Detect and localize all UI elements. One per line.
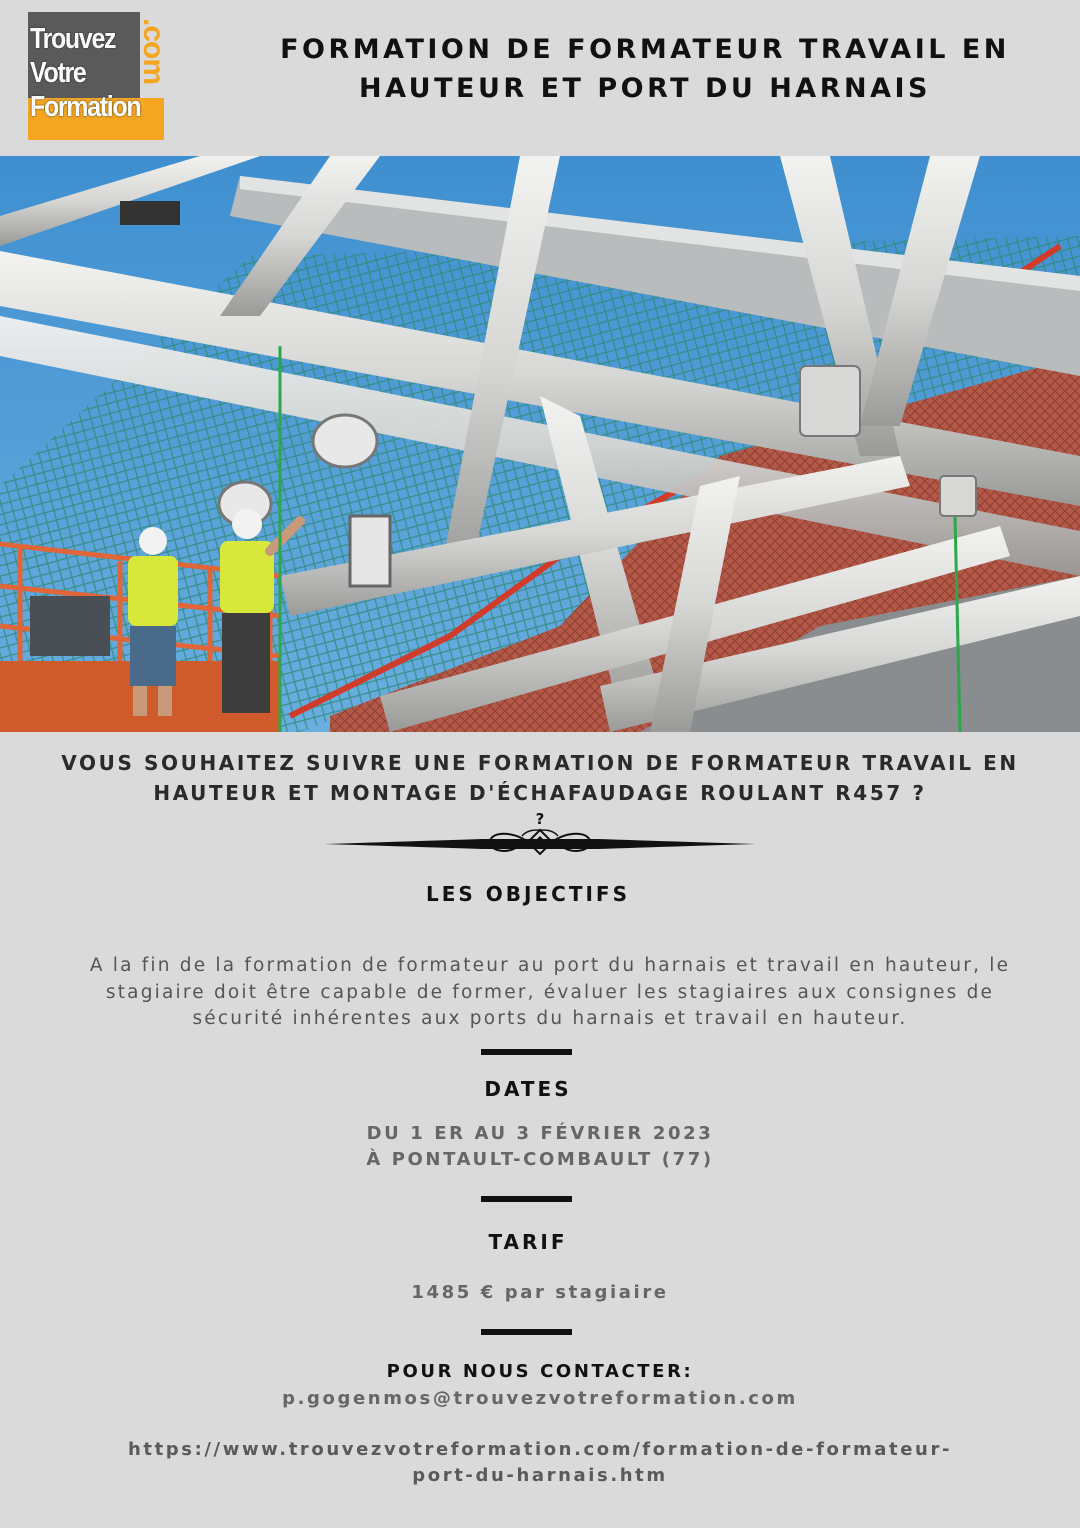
section-divider <box>481 1049 572 1055</box>
tarif-value: 1485 € par stagiaire <box>411 1282 669 1303</box>
contact-label: POUR NOUS CONTACTER: <box>386 1361 694 1382</box>
dates-location: À PONTAULT-COMBAULT (77) <box>366 1149 714 1170</box>
objectives-line-3: sécurité inhérentes aux ports du harnais et travail en hauteur. <box>192 1008 908 1029</box>
page-title-line-2: HAUTEUR ET PORT DU HARNAIS <box>359 73 931 104</box>
logo-line-1: Trouvez <box>30 23 116 55</box>
dates-range: DU 1 ER AU 3 FÉVRIER 2023 <box>366 1123 714 1144</box>
section-divider <box>481 1329 572 1335</box>
tarif-title: TARIF <box>488 1230 568 1254</box>
objectives-title: LES OBJECTIFS <box>426 882 630 906</box>
objectives-line-1: A la fin de la formation de formateur au port du harnais et travail en hauteur, le <box>89 955 1011 976</box>
logo-line-2: Votre <box>30 57 86 89</box>
logo-line-3: Formation <box>30 91 141 123</box>
objectives-text <box>40 953 1060 1033</box>
logo-suffix: .com <box>137 18 170 85</box>
question-line-2: HAUTEUR ET MONTAGE D'ÉCHAFAUDAGE ROULANT R457 ? <box>153 781 927 805</box>
trouvez-votre-formation-logo <box>28 12 168 140</box>
contact-url-line-2[interactable]: port-du-harnais.htm <box>412 1465 668 1486</box>
logo-wordmark <box>30 22 140 124</box>
question-line-1: VOUS SOUHAITEZ SUIVRE UNE FORMATION DE FORMATEUR TRAVAIL EN <box>61 751 1019 775</box>
objectives-line-2: stagiaire doit être capable de former, évaluer les stagiaires aux consignes de <box>105 981 995 1003</box>
dates-title: DATES <box>484 1077 572 1101</box>
contact-email[interactable]: p.gogenmos@trouvezvotreformation.com <box>282 1388 798 1409</box>
contact-url-line-1[interactable]: https://www.trouvezvotreformation.com/formation-de-formateur- <box>127 1439 953 1460</box>
page-title <box>250 30 1040 108</box>
ornament-mark: ? <box>535 810 545 828</box>
question-heading <box>20 748 1060 808</box>
hero-photo-workers-on-steel-structure <box>0 156 1080 732</box>
section-divider <box>481 1196 572 1202</box>
ornamental-divider-icon <box>322 808 758 864</box>
page-title-line-1: FORMATION DE FORMATEUR TRAVAIL EN <box>280 34 1010 65</box>
